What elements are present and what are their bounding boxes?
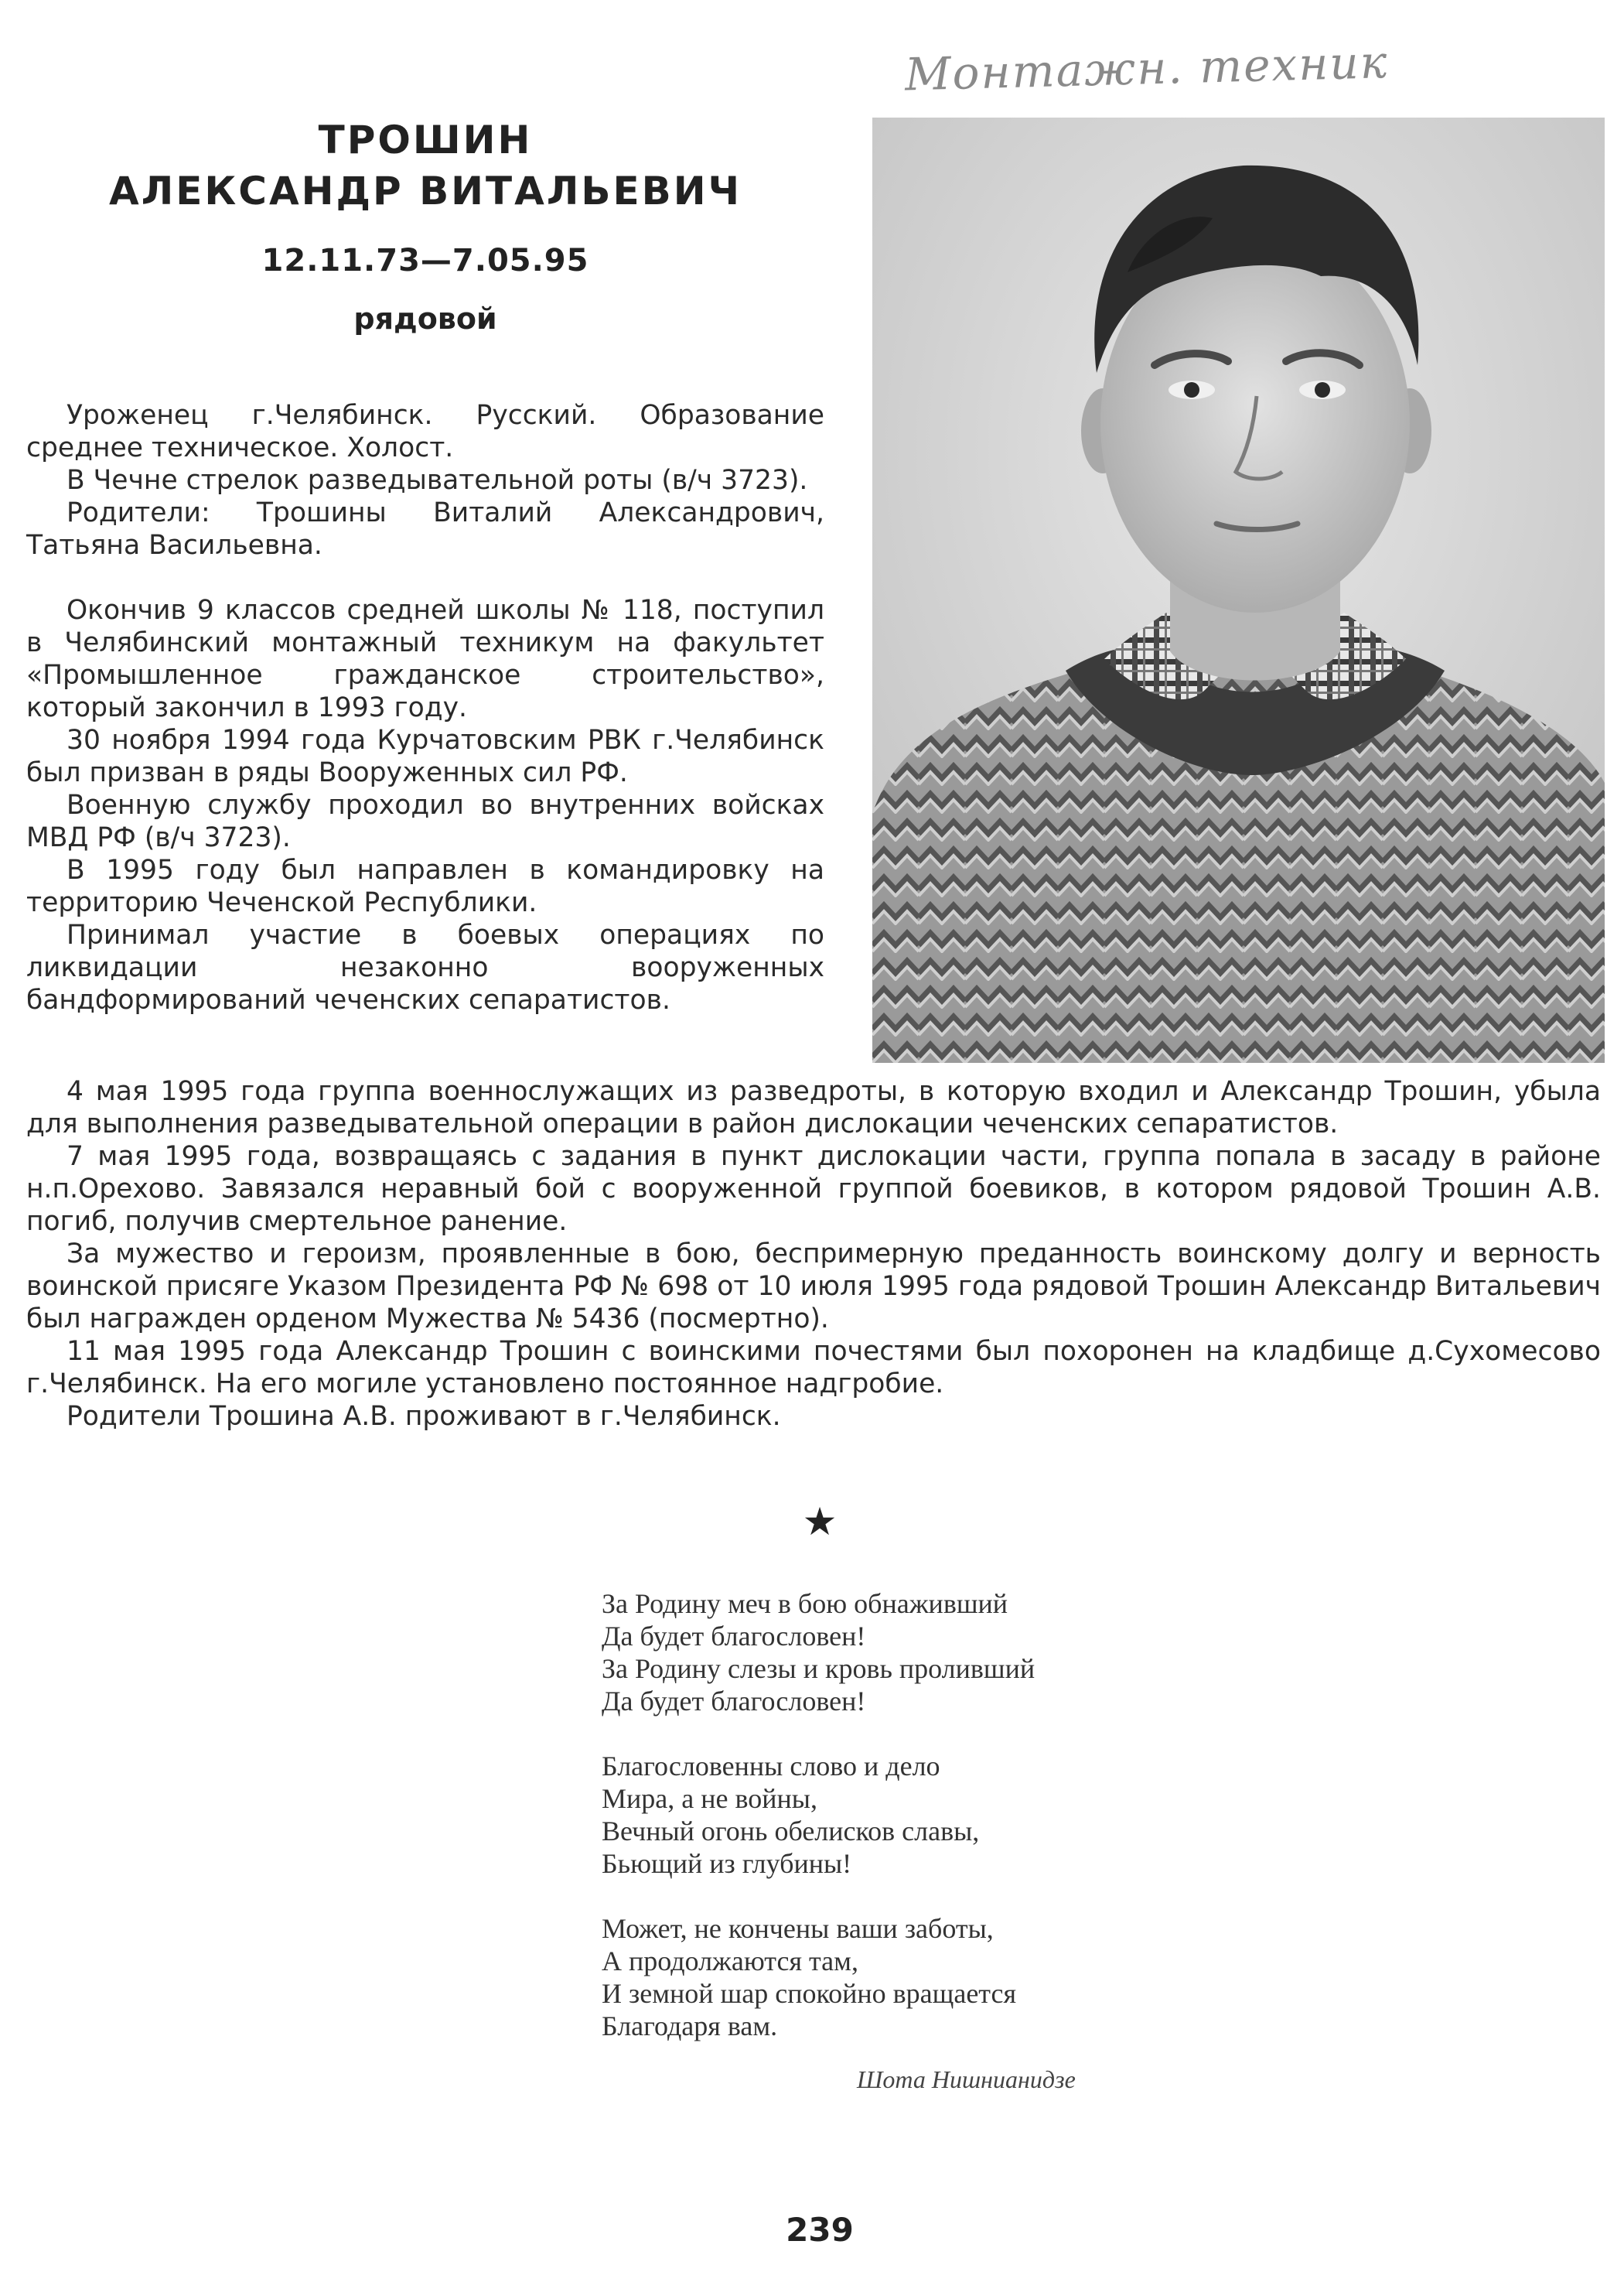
poem-line: Бьющий из глубины! [602,1848,852,1879]
surname: ТРОШИН [318,118,533,162]
bio-paragraph: Окончив 9 классов средней школы № 118, поступил в Челябинский монтажный техникум на факультет «Промышленное гражданское строительство», который закончил в 1993 году. [26,595,824,723]
memorial-poem [602,1587,1298,2075]
bio-paragraph: Родители: Трошины Виталий Александрович, Татьяна Васильевна. [26,497,824,561]
bio-paragraph: 7 мая 1995 года, возвращаясь с задания в пункт дислокации части, группа попала в засаду в районе н.п.Орехово. Завязался неравный бой с вооруженной группой боевиков, в котором рядовой Трошин А.В. погиб, получив смертельное ранение. [26,1141,1601,1237]
poem-line: Благодаря вам. [602,2010,778,2041]
given-names: АЛЕКСАНДР ВИТАЛЬЕВИЧ [109,169,742,214]
bio-paragraph: Родители Трошина А.В. проживают в г.Челябинск. [67,1401,781,1432]
military-rank: рядовой [353,302,497,336]
portrait-illustration [872,118,1605,1063]
biography-full-width [26,1075,1601,1433]
poem-line: За Родину слезы и кровь проливший [602,1653,1035,1684]
poem-line: Да будет благословен! [602,1686,866,1717]
portrait-photo [872,118,1605,1063]
poem-line: Может, не кончены ваши заботы, [602,1913,994,1944]
bio-paragraph: За мужество и героизм, проявленные в бою, беспримерную преданность воинскому долгу и верность воинской присяге Указом Президента РФ № 698 от 10 июля 1995 года рядовой Трошин Александр Витальевич был награжден орденом Мужества № 5436 (посмертно). [26,1238,1601,1334]
poem-line: И земной шар спокойно вращается [602,1978,1017,2009]
handwritten-note: Монтажн. техник [904,36,1390,101]
poem-line: Мира, а не войны, [602,1783,817,1814]
bio-paragraph: 30 ноября 1994 года Курчатовским РВК г.Челябинск был призван в ряды Вооруженных сил РФ. [26,725,824,788]
entry-header [31,114,820,336]
bio-paragraph: Уроженец г.Челябинск. Русский. Образование среднее техническое. Холост. [26,400,824,463]
bio-paragraph: Принимал участие в боевых операциях по ликвидации незаконно вооруженных бандформирований чеченских сепаратистов. [26,920,824,1016]
poem-line: Да будет благословен! [602,1621,866,1652]
poem-stanza [602,1912,1298,2042]
biography-column [26,399,824,1016]
bio-paragraph: Военную службу проходил во внутренних войсках МВД РФ (в/ч 3723). [26,790,824,853]
bio-paragraph: 11 мая 1995 года Александр Трошин с воинскими почестями был похоронен на кладбище д.Сухомесово г.Челябинск. На его могиле установлено постоянное надгробие. [26,1336,1601,1399]
bio-paragraph: В 1995 году был направлен в командировку на территорию Чеченской Республики. [26,855,824,918]
bio-paragraph: В Чечне стрелок разведывательной роты (в/ч 3723). [67,465,808,496]
poem-author: Шота Нишнианидзе [857,2065,1076,2093]
poem-line: А продолжаются там, [602,1946,858,1976]
page-number: 239 [786,2211,854,2249]
life-dates: 12.11.73—7.05.95 [261,243,589,278]
poem-stanza [602,1750,1298,1880]
poem-line: За Родину меч в бою обнаживший [602,1588,1008,1619]
poem-line: Благословенны слово и дело [602,1751,940,1782]
bio-paragraph: 4 мая 1995 года группа военнослужащих из разведроты, в которую входил и Александр Трошин, убыла для выполнения разведывательной операции в район дислокации чеченских сепаратистов. [26,1076,1601,1139]
poem-stanza [602,1587,1298,1717]
poem-line: Вечный огонь обелисков славы, [602,1816,980,1846]
star-separator-icon: ★ [802,1499,838,1544]
